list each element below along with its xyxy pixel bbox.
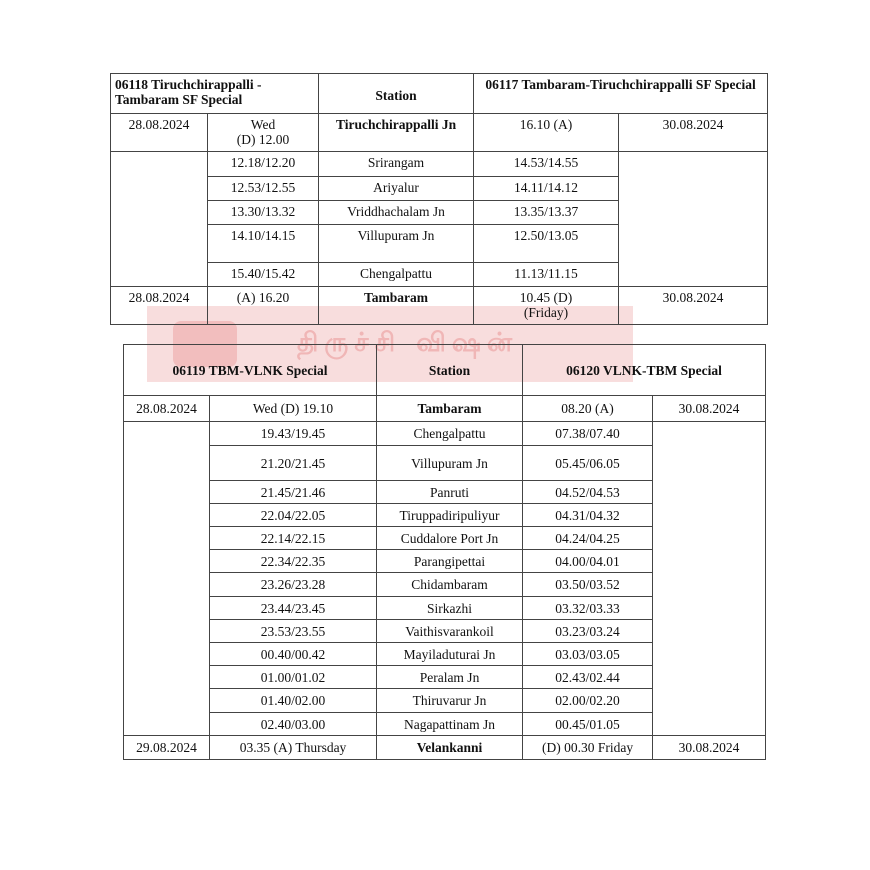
train-06117-header: 06117 Tambaram-Tiruchchirappalli SF Special [474,74,768,114]
arrival-time: 04.31/04.32 [523,504,653,527]
departure-time: 23.44/23.45 [210,597,377,620]
station-name: Tiruchchirappalli Jn [319,114,474,152]
departure-time: (D) 00.30 Friday [523,736,653,760]
train-06120-header: 06120 VLNK-TBM Special [523,345,766,396]
departure-time: 01.40/02.00 [210,689,377,713]
departure-time: 19.43/19.45 [210,422,377,446]
station-header: Station [377,345,523,396]
arrival-time: 04.24/04.25 [523,527,653,550]
departure-time: Wed (D) 12.00 [208,114,319,152]
arrival-time: 03.35 (A) Thursday [210,736,377,760]
station-name: Sirkazhi [377,597,523,620]
arrival-date: 30.08.2024 [619,114,768,152]
station-header: Station [319,74,474,114]
departure-time: Wed (D) 19.10 [210,396,377,422]
station-name: Villupuram Jn [377,446,523,481]
station-name: Vriddhachalam Jn [319,201,474,225]
blank-date-cell [124,422,210,736]
station-name: Villupuram Jn [319,225,474,263]
station-name: Velankanni [377,736,523,760]
departure-time: 23.26/23.28 [210,573,377,597]
arrival-time: 03.32/03.33 [523,597,653,620]
departure-time: 14.10/14.15 [208,225,319,263]
station-name: Vaithisvarankoil [377,620,523,643]
departure-time: 12.53/12.55 [208,177,319,201]
departure-date: 30.08.2024 [653,736,766,760]
departure-time: 22.04/22.05 [210,504,377,527]
departure-time: 12.18/12.20 [208,152,319,177]
departure-date: 28.08.2024 [111,114,208,152]
departure-time: 01.00/01.02 [210,666,377,689]
station-name: Tambaram [377,396,523,422]
station-name: Parangipettai [377,550,523,573]
arrival-date: 28.08.2024 [111,287,208,325]
blank-date-cell [653,422,766,736]
arrival-time: 03.23/03.24 [523,620,653,643]
departure-time: 23.53/23.55 [210,620,377,643]
arrival-time: 04.00/04.01 [523,550,653,573]
arrival-time: 12.50/13.05 [474,225,619,263]
arrival-time: (A) 16.20 [208,287,319,325]
departure-time: 13.30/13.32 [208,201,319,225]
arrival-time: 08.20 (A) [523,396,653,422]
arrival-time: 11.13/11.15 [474,263,619,287]
arrival-date: 30.08.2024 [653,396,766,422]
departure-date: 28.08.2024 [124,396,210,422]
arrival-time: 16.10 (A) [474,114,619,152]
station-name: Thiruvarur Jn [377,689,523,713]
arrival-time: 14.53/14.55 [474,152,619,177]
timetable-tiruchchirappalli-tambaram [110,73,768,325]
watermark-text: திருச்சி விஷன் [297,327,519,358]
station-name: Nagapattinam Jn [377,713,523,736]
arrival-time: 14.11/14.12 [474,177,619,201]
departure-time: 02.40/03.00 [210,713,377,736]
arrival-time: 03.03/03.05 [523,643,653,666]
table-row [124,422,766,446]
station-name: Mayiladuturai Jn [377,643,523,666]
departure-time: 10.45 (D) (Friday) [474,287,619,325]
arrival-time: 02.00/02.20 [523,689,653,713]
train-06118-header: 06118 Tiruchchirappalli - Tambaram SF Special [111,74,319,114]
station-name: Chengalpattu [377,422,523,446]
arrival-time: 07.38/07.40 [523,422,653,446]
station-name: Peralam Jn [377,666,523,689]
station-name: Panruti [377,481,523,504]
arrival-time: 04.52/04.53 [523,481,653,504]
blank-date-cell [111,152,208,287]
station-name: Ariyalur [319,177,474,201]
station-name: Tambaram [319,287,474,325]
departure-time: 22.14/22.15 [210,527,377,550]
arrival-time: 03.50/03.52 [523,573,653,597]
train-06119-header: 06119 TBM-VLNK Special [124,345,377,396]
departure-time: 22.34/22.35 [210,550,377,573]
departure-time: 21.45/21.46 [210,481,377,504]
table-row [111,152,768,177]
departure-time: 00.40/00.42 [210,643,377,666]
departure-date: 30.08.2024 [619,287,768,325]
station-name: Cuddalore Port Jn [377,527,523,550]
station-name: Tiruppadiripuliyur [377,504,523,527]
departure-time: 15.40/15.42 [208,263,319,287]
arrival-time: 05.45/06.05 [523,446,653,481]
station-name: Srirangam [319,152,474,177]
arrival-date: 29.08.2024 [124,736,210,760]
departure-time: 21.20/21.45 [210,446,377,481]
timetable-tambaram-velankanni [123,344,766,760]
arrival-time: 13.35/13.37 [474,201,619,225]
station-name: Chidambaram [377,573,523,597]
arrival-time: 02.43/02.44 [523,666,653,689]
station-name: Chengalpattu [319,263,474,287]
arrival-time: 00.45/01.05 [523,713,653,736]
blank-date-cell [619,152,768,287]
